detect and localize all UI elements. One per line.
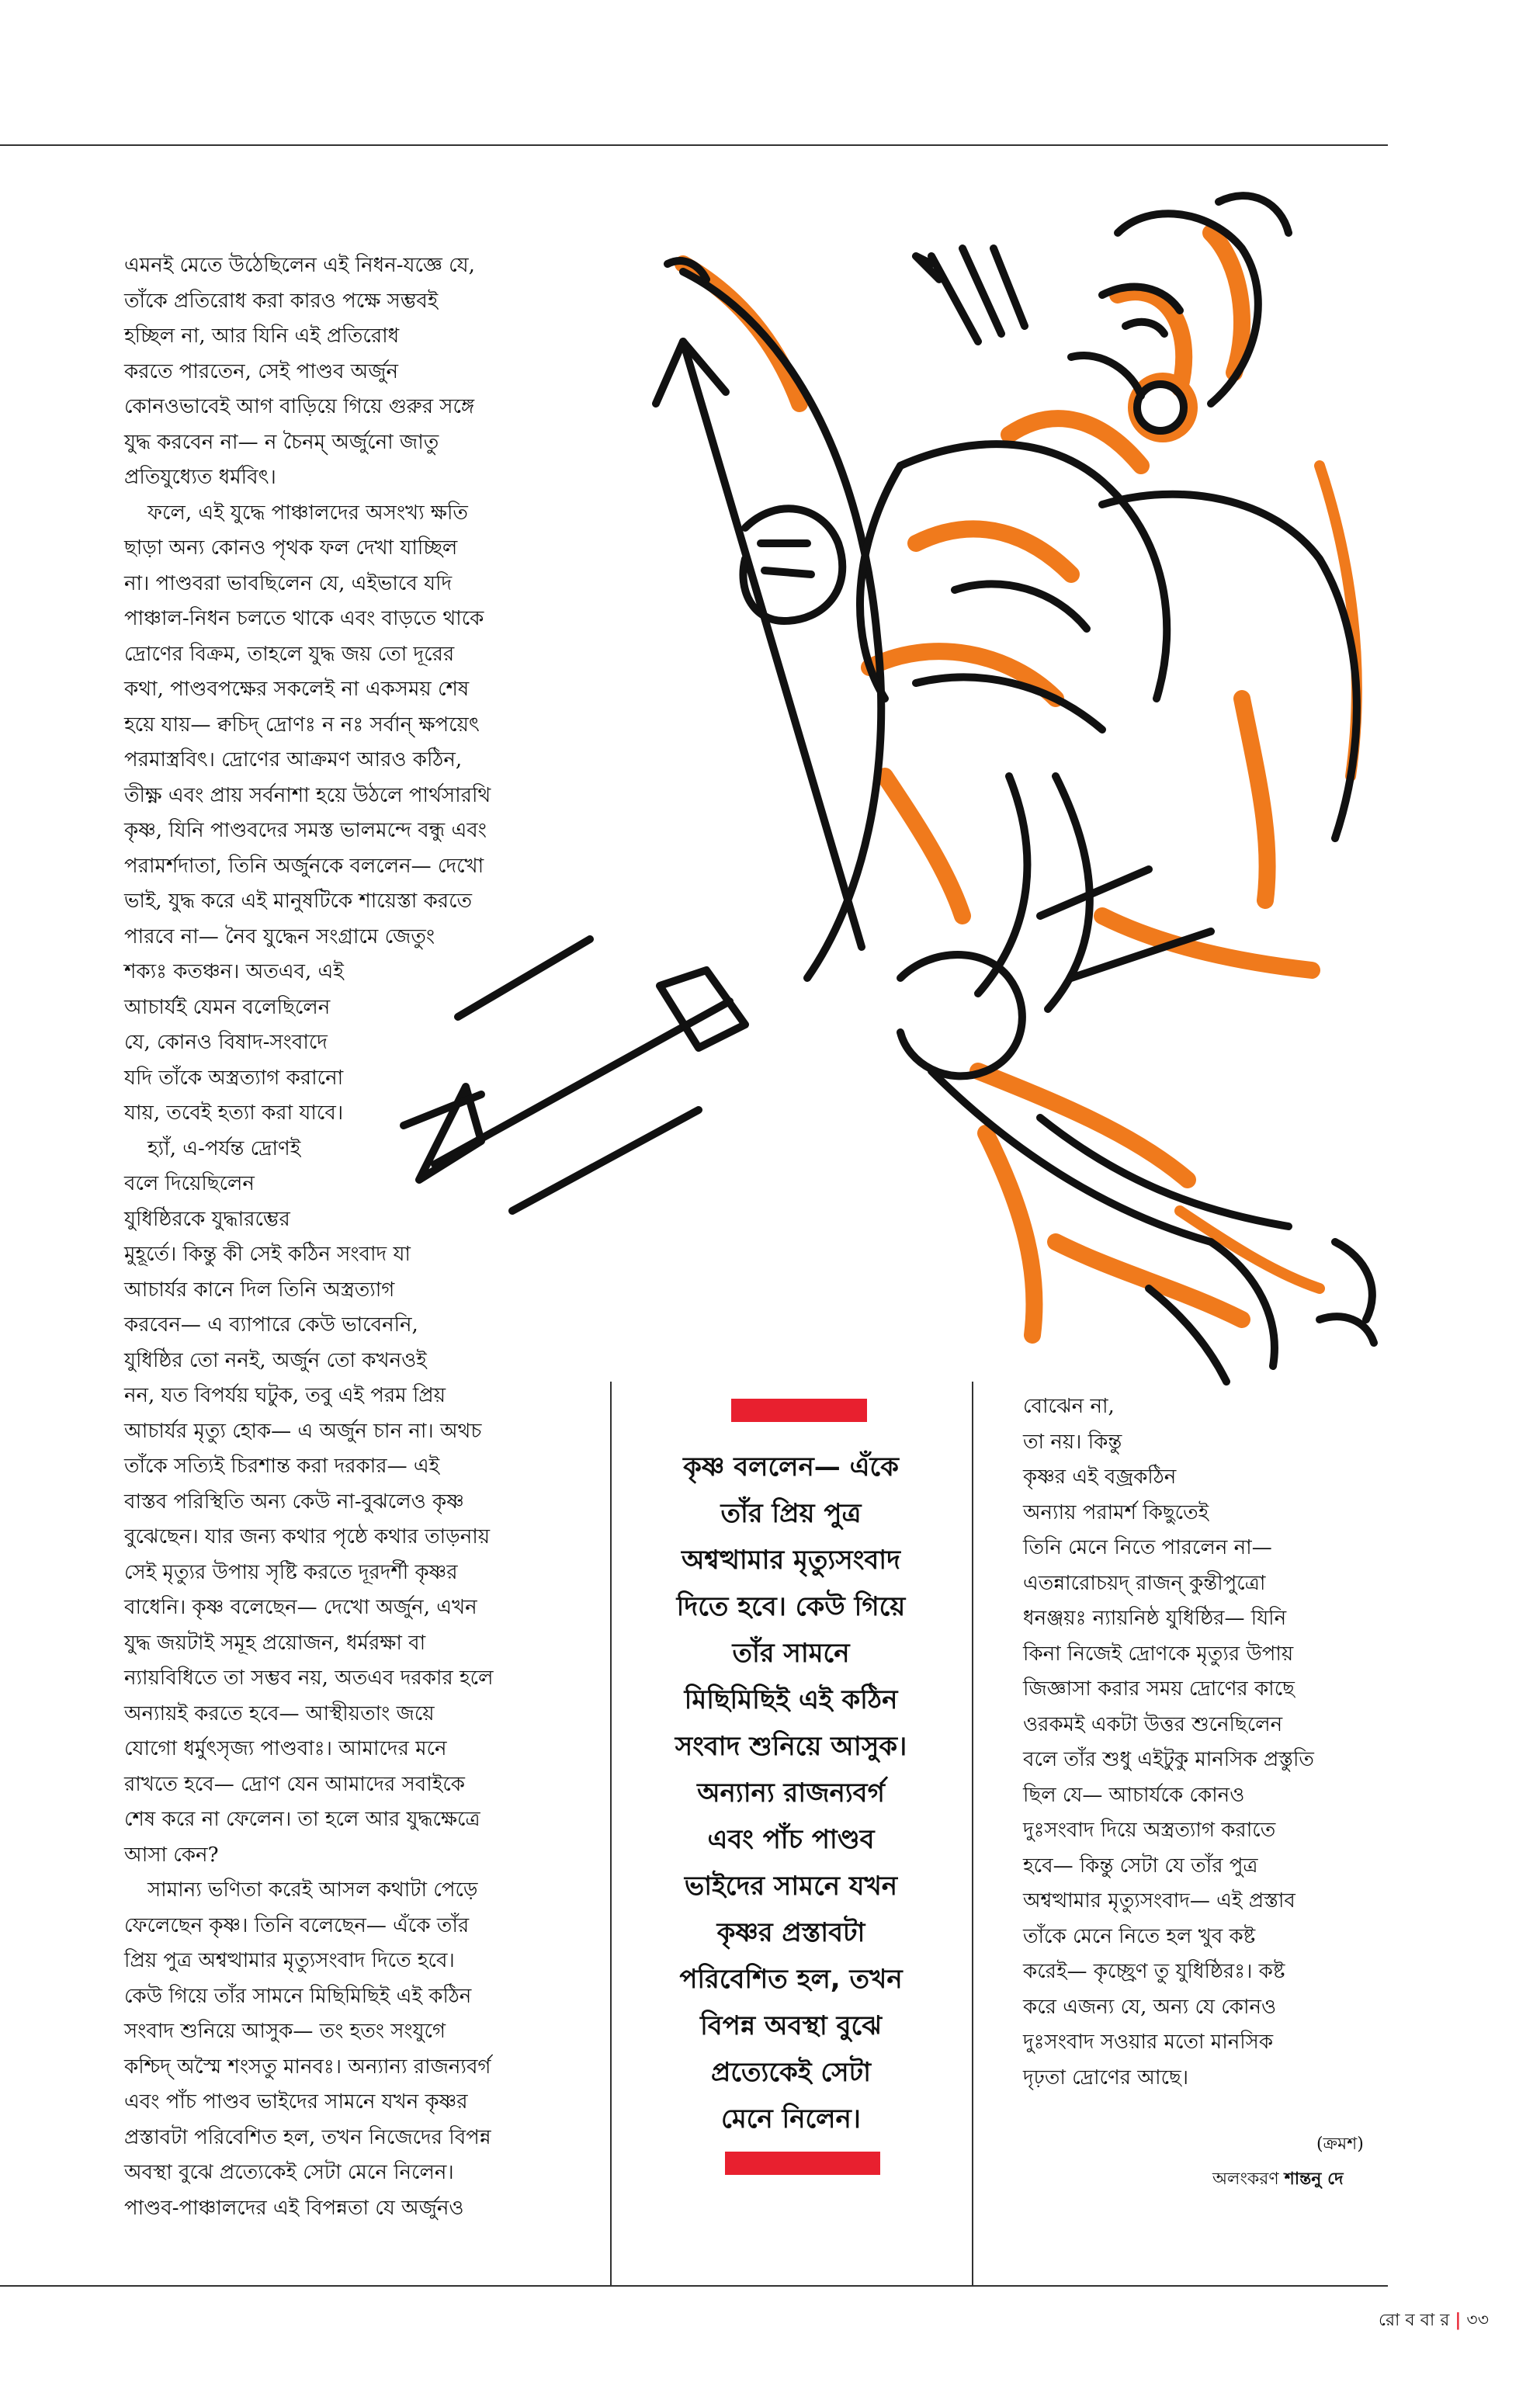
text-line: দৃঢ়তা দ্রোণের আছে। xyxy=(1023,2065,1189,2090)
text-line: পারবে না— নৈব যুদ্ধেন সংগ্রামে জেতুং xyxy=(124,924,435,949)
text-line: যে, কোনও বিষাদ-সংবাদে xyxy=(124,1031,328,1054)
text-line: বোঝেন না, xyxy=(1023,1395,1115,1418)
text-line: আচার্যই যেমন বলেছিলেন xyxy=(124,995,331,1019)
pull-quote-line: মিছিমিছিই এই কঠিন xyxy=(684,1684,898,1715)
text-line: ফলে, এই যুদ্ধে পাঞ্চালদের অসংখ্য ক্ষতি xyxy=(147,501,468,525)
pull-quote-line: দিতে হবে। কেউ গিয়ে xyxy=(676,1591,906,1622)
text-line: তা নয়। কিন্তু xyxy=(1023,1430,1122,1454)
pull-quote-top-bar xyxy=(731,1399,867,1422)
text-line: শেষ করে না ফেলেন। তা হলে আর যুদ্ধক্ষেত্রে xyxy=(124,1808,480,1831)
text-line: এতন্নারোচয়দ্ রাজন্ কুন্তীপুত্রো xyxy=(1023,1571,1266,1595)
text-line: হচ্ছিল না, আর যিনি এই প্রতিরোধ xyxy=(124,324,400,348)
right-column xyxy=(1023,1389,1388,2096)
text-line: হবে— কিন্তু সেটা যে তাঁর পুত্র xyxy=(1023,1854,1258,1878)
magazine-name: রো ব বা র xyxy=(1379,2311,1450,2330)
pull-quote-line: এবং পাঁচ পাণ্ডব xyxy=(707,1824,875,1855)
text-line: ওরকমই একটা উত্তর শুনেছিলেন xyxy=(1023,1712,1283,1736)
text-line: কোনওভাবেই আগ বাড়িয়ে গিয়ে গুরুর সঙ্গে xyxy=(124,395,475,418)
text-line: যুধিষ্ঠিরকে যুদ্ধারম্ভের xyxy=(124,1207,290,1231)
text-line: ফেলেছেন কৃষ্ণ। তিনি বলেছেন— এঁকে তাঁর xyxy=(124,1913,470,1937)
pull-quote xyxy=(640,1444,942,2142)
text-line: জিজ্ঞাসা করার সময় দ্রোণের কাছে xyxy=(1023,1677,1295,1701)
text-line: পরামর্শদাতা, তিনি অর্জুনকে বললেন— দেখো xyxy=(124,854,484,878)
text-line: অন্যায়ই করতে হবে— আস্থীয়তাং জয়ে xyxy=(124,1701,435,1725)
pull-quote-line: ভাইদের সামনে যখন xyxy=(684,1871,898,1902)
text-line: হয়ে যায়— ক্বচিদ্ দ্রোণঃ ন নঃ সর্বান্ ক্ষপয়েৎ xyxy=(124,713,480,737)
text-line: প্রতিযুধ্যেত ধর্মবিৎ। xyxy=(124,466,276,489)
text-line: কিনা নিজেই দ্রোণকে মৃত্যুর উপায় xyxy=(1023,1642,1294,1666)
text-line: তীক্ষ্ণ এবং প্রায় সর্বনাশা হয়ে উঠলে পার্থসারথি xyxy=(124,783,491,807)
pull-quote-line: মেনে নিলেন। xyxy=(721,2103,861,2135)
illustration-credit xyxy=(1212,2166,1344,2194)
pull-quote-line: তাঁর প্রিয় পুত্র xyxy=(720,1498,862,1529)
text-line: শক্যঃ কতঞ্চন। অতএব, এই xyxy=(124,960,344,983)
text-line: মুহূর্তে। কিন্তু কী সেই কঠিন সংবাদ যা xyxy=(124,1243,411,1266)
pull-quote-bottom-bar xyxy=(725,2152,880,2175)
text-line: বলে দিয়েছিলেন xyxy=(124,1172,255,1195)
text-line: বলে তাঁর শুধু এইটুকু মানসিক প্রস্তুতি xyxy=(1023,1748,1314,1771)
text-line: বাধেনি। কৃষ্ণ বলেছেন— দেখো অর্জুন, এখন xyxy=(124,1596,477,1619)
text-line: বুঝেছেন। যার জন্য কথার পৃষ্ঠে কথার তাড়নায় xyxy=(124,1525,491,1549)
text-line: আসা কেন? xyxy=(124,1843,219,1867)
text-line: ন্যায়বিধিতে তা সম্ভব নয়, অতএব দরকার হলে xyxy=(124,1666,494,1690)
pull-quote-line: প্রত্যেকেই সেটা xyxy=(710,2057,872,2088)
text-line: সেই মৃত্যুর উপায় সৃষ্টি করতে দূরদর্শী কৃষ্ণর xyxy=(124,1560,458,1584)
pull-quote-line: পরিবেশিত হল, তখন xyxy=(679,1964,903,1995)
text-line: প্রিয় পুত্র অশ্বত্থামার মৃত্যুসংবাদ দিতে হবে। xyxy=(124,1949,455,1972)
text-line: করবেন— এ ব্যাপারে কেউ ভাবেননি, xyxy=(124,1313,418,1337)
pull-quote-line: অশ্বত্থামার মৃত্যুসংবাদ xyxy=(681,1545,901,1576)
credit-label: অলংকরণ xyxy=(1212,2169,1279,2189)
text-line: করে এজন্য যে, অন্য যে কোনও xyxy=(1023,1995,1277,2019)
pull-quote-line: কৃষ্ণর প্রস্তাবটা xyxy=(716,1917,865,1948)
text-line: ভাই, যুদ্ধ করে এই মানুষটিকে শায়েস্তা করতে xyxy=(124,890,473,913)
text-line: তিনি মেনে নিতে পারলেন না— xyxy=(1023,1536,1272,1559)
text-line: দুঃসংবাদ সওয়ার মতো মানসিক xyxy=(1023,2031,1274,2054)
pull-quote-line: কৃষ্ণ বললেন— এঁকে xyxy=(683,1451,899,1483)
text-line: তাঁকে সত্যিই চিরশান্ত করা দরকার— এই xyxy=(124,1455,440,1478)
text-line: প্রস্তাবটা পরিবেশিত হল, তখন নিজেদের বিপন্ন xyxy=(124,2125,491,2149)
text-line: পাণ্ডব-পাঞ্চালদের এই বিপন্নতা যে অর্জুনও xyxy=(124,2196,464,2220)
text-line: তাঁকে প্রতিরোধ করা কারও পক্ষে সম্ভবই xyxy=(124,289,439,313)
credit-name: শান্তনু দে xyxy=(1284,2169,1344,2189)
text-line: যুধিষ্ঠির তো ননই, অর্জুন তো কখনওই xyxy=(124,1348,427,1372)
pull-quote-line: সংবাদ শুনিয়ে আসুক। xyxy=(675,1731,907,1762)
text-line: কৃষ্ণ, যিনি পাণ্ডবদের সমস্ত ভালমন্দে বন্ধু এবং xyxy=(124,819,487,842)
text-line: হ্যাঁ, এ-পর্যন্ত দ্রোণই xyxy=(147,1136,301,1160)
page-footer xyxy=(1379,2307,1489,2336)
continued-label: (ক্রমশ) xyxy=(1316,2135,1364,2154)
folio-separator: | xyxy=(1455,2310,1462,2330)
text-line: অন্যায় পরামর্শ কিছুতেই xyxy=(1023,1500,1209,1524)
left-column xyxy=(124,248,590,2226)
text-line: কশ্চিদ্ অস্মৈ শংসতু মানবঃ। অন্যান্য রাজন্যবর্গ xyxy=(124,2055,491,2079)
text-line: না। পাণ্ডবরা ভাবছিলেন যে, এইভাবে যদি xyxy=(124,571,453,595)
pull-quote-line: বিপন্ন অবস্থা বুঝে xyxy=(700,2010,882,2041)
text-line: যুদ্ধ করবেন না— ন চৈনম্ অর্জুনো জাতু xyxy=(124,430,439,454)
text-line: ছাড়া অন্য কোনও পৃথক ফল দেখা যাচ্ছিল xyxy=(124,536,458,560)
text-line: আচার্যর কানে দিল তিনি অস্ত্রত্যাগ xyxy=(124,1278,395,1302)
text-line: করতে পারতেন, সেই পাণ্ডব অর্জুন xyxy=(124,359,398,383)
text-line: বাস্তব পরিস্থিতি অন্য কেউ না-বুঝলেও কৃষ্ণ xyxy=(124,1490,464,1514)
text-line: কৃষ্ণর এই বজ্রকঠিন xyxy=(1023,1465,1177,1489)
text-line: যদি তাঁকে অস্ত্রত্যাগ করানো xyxy=(124,1066,344,1090)
text-line: যুদ্ধ জয়টাই সমূহ প্রয়োজন, ধর্মরক্ষা বা xyxy=(124,1631,426,1655)
text-line: ধনঞ্জয়ঃ ন্যায়নিষ্ঠ যুধিষ্ঠির— যিনি xyxy=(1023,1607,1287,1630)
page-number: ৩৩ xyxy=(1466,2311,1489,2330)
text-line: নন, যত বিপর্যয় ঘটুক, তবু এই পরম প্রিয় xyxy=(124,1384,446,1407)
text-line: অশ্বত্থামার মৃত্যুসংবাদ— এই প্রস্তাব xyxy=(1023,1889,1295,1913)
text-line: যায়, তবেই হত্যা করা যাবে। xyxy=(124,1101,344,1125)
pull-quote-line: তাঁর সামনে xyxy=(732,1638,850,1669)
pull-quote-line: অন্যান্য রাজন্যবর্গ xyxy=(697,1777,885,1809)
text-line: দ্রোণের বিক্রম, তাহলে যুদ্ধ জয় তো দূরের xyxy=(124,642,455,666)
text-line: কেউ গিয়ে তাঁর সামনে মিছিমিছিই এই কঠিন xyxy=(124,1984,472,2008)
text-line: সামান্য ভণিতা করেই আসল কথাটা পেড়ে xyxy=(147,1878,478,1902)
text-line: সংবাদ শুনিয়ে আসুক— তং হতং সংযুগে xyxy=(124,2020,446,2043)
text-line: দুঃসংবাদ দিয়ে অস্ত্রত্যাগ করাতে xyxy=(1023,1819,1276,1842)
text-line: এবং পাঁচ পাণ্ডব ভাইদের সামনে যখন কৃষ্ণর xyxy=(124,2090,468,2114)
text-line: অবস্থা বুঝে প্রত্যেকেই সেটা মেনে নিলেন। xyxy=(124,2161,454,2184)
text-line: পাঞ্চাল-নিধন চলতে থাকে এবং বাড়তে থাকে xyxy=(124,607,484,630)
text-line: আচার্যর মৃত্যু হোক— এ অর্জুন চান না। অথচ xyxy=(124,1419,482,1443)
text-line: কথা, পাণ্ডবপক্ষের সকলেই না একসময় শেষ xyxy=(124,678,470,701)
text-line: তাঁকে মেনে নিতে হল খুব কষ্ট xyxy=(1023,1924,1256,1948)
text-line: যোগো ধর্মুৎসৃজ্য পাণ্ডবাঃ। আমাদের মনে xyxy=(124,1737,447,1760)
text-line: এমনই মেতে উঠেছিলেন এই নিধন-যজ্ঞে যে, xyxy=(124,254,475,277)
text-line: ছিল যে— আচার্যকে কোনও xyxy=(1023,1783,1245,1807)
text-line: পরমাস্ত্রবিৎ। দ্রোণের আক্রমণ আরও কঠিন, xyxy=(124,748,463,772)
text-line: রাখতে হবে— দ্রোণ যেন আমাদের সবাইকে xyxy=(124,1772,465,1796)
text-line: করেই— কৃচ্ছ্রেণ তু যুধিষ্ঠিরঃ। কষ্ট xyxy=(1023,1960,1285,1983)
